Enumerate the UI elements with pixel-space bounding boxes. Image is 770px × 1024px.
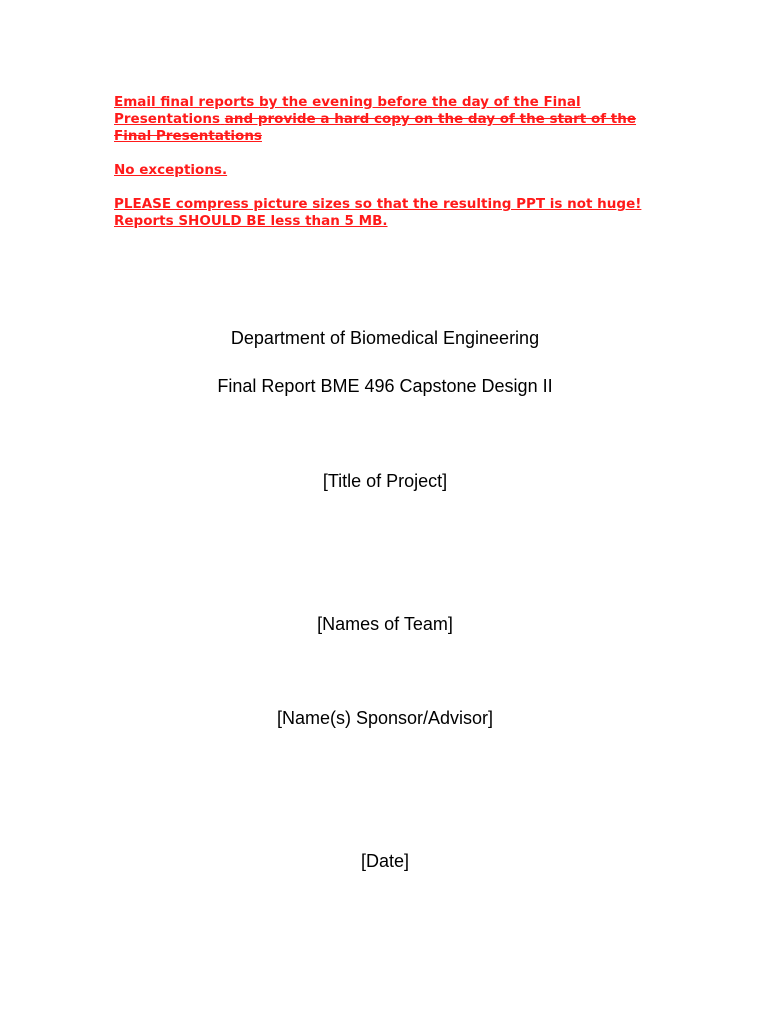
team-names-placeholder: [Names of Team] xyxy=(317,614,453,634)
file-size-notice xyxy=(114,196,674,230)
email-deadline-text: Email final reports by the evening before the day of the Final Presentations xyxy=(114,94,581,127)
sponsor-advisor-placeholder: [Name(s) Sponsor/Advisor] xyxy=(276,708,494,728)
course-heading: Final Report BME 496 Capstone Design II xyxy=(217,376,553,396)
compress-pictures-text: PLEASE compress picture sizes so that the resulting PPT is not huge! xyxy=(114,196,642,212)
size-limit-text: Reports SHOULD BE less than 5 MB. xyxy=(114,213,388,229)
no-exceptions-notice: No exceptions. xyxy=(114,162,228,178)
department-heading: Department of Biomedical Engineering xyxy=(230,328,540,348)
date-placeholder: [Date] xyxy=(360,851,410,871)
hard-copy-struck-text: and provide a hard copy on the day of the start of the Final Presentations xyxy=(114,111,637,144)
project-title-placeholder: [Title of Project] xyxy=(322,471,448,491)
email-deadline-notice xyxy=(114,94,674,145)
